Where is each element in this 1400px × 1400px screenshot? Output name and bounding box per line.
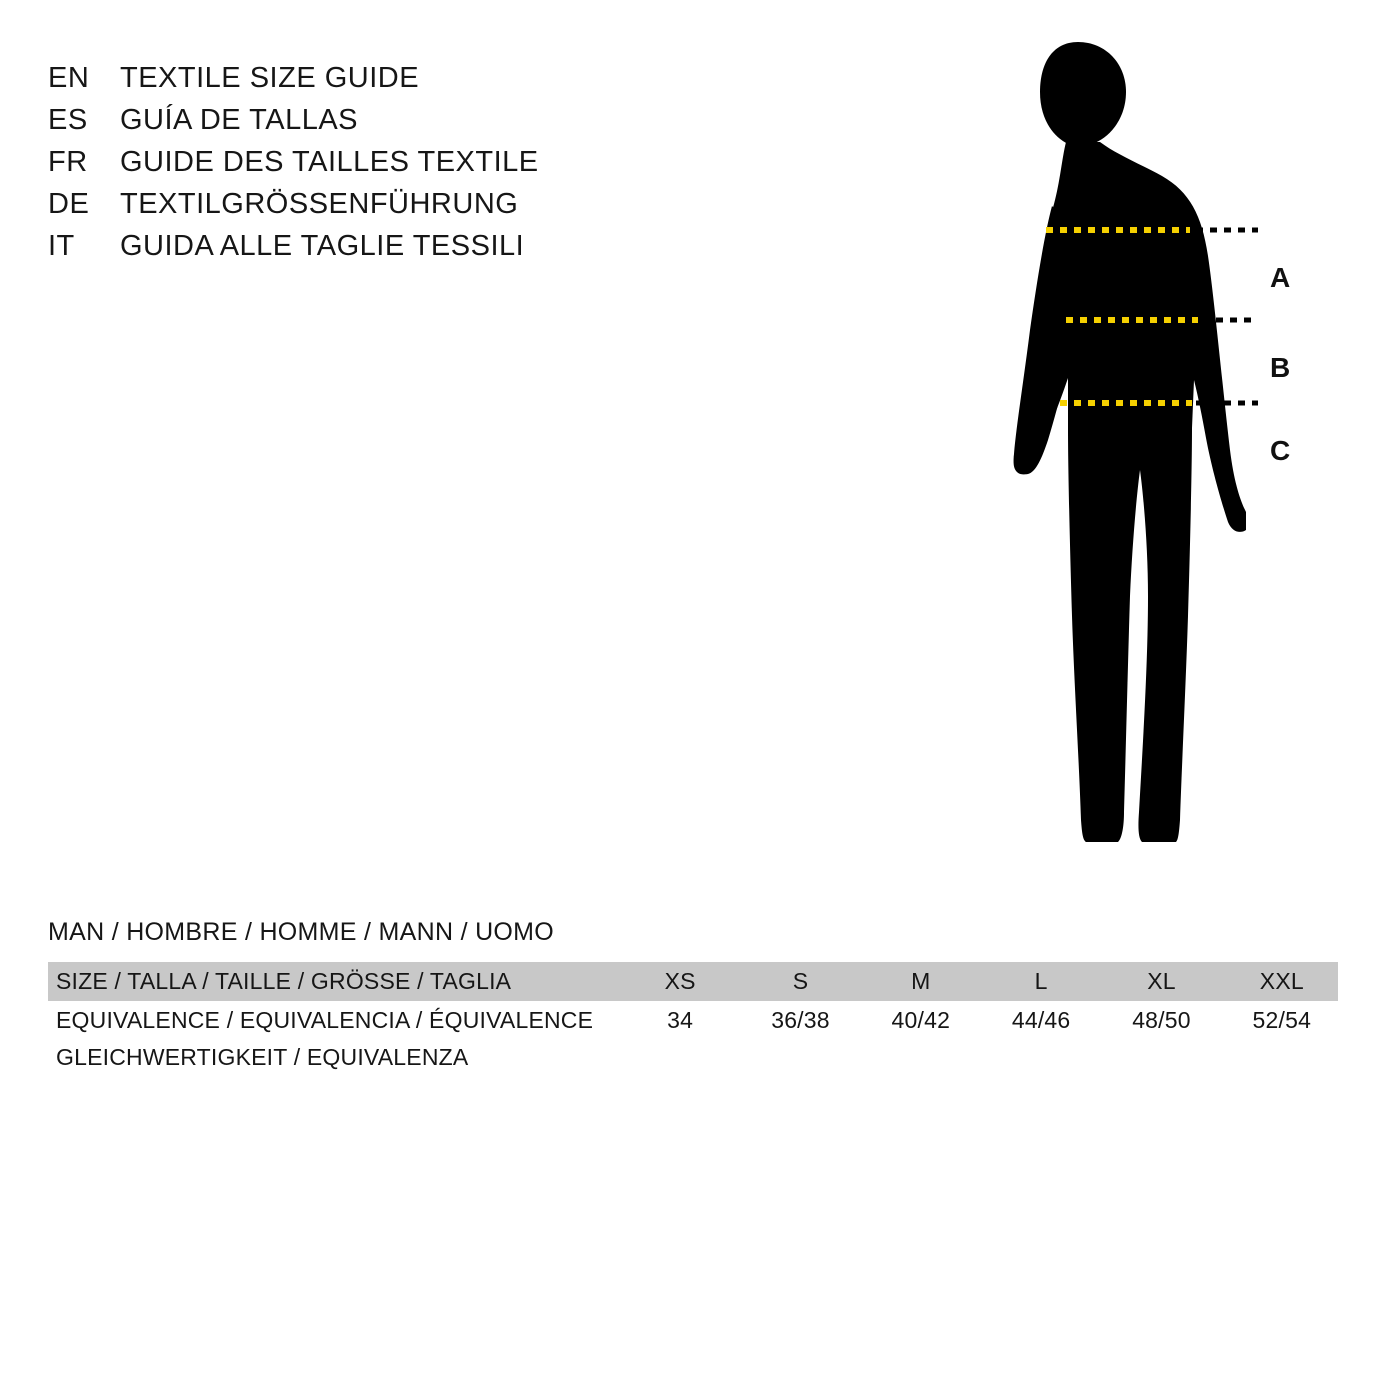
- size-cell-xs: XS: [664, 968, 696, 994]
- language-title-block: [48, 62, 688, 272]
- gender-label: MAN / HOMBRE / HOMME / MANN / UOMO: [48, 918, 555, 946]
- size-table: [48, 962, 1338, 1040]
- measure-label-b: B: [1270, 352, 1291, 383]
- size-cell-s: S: [792, 968, 809, 994]
- size-table-section: [48, 918, 1348, 1071]
- equivalence-cell-l: 44/46: [1011, 1007, 1071, 1033]
- table-row-sizes: [48, 962, 1338, 1001]
- language-code-de: DE: [48, 188, 90, 220]
- size-cell-xxl: XXL: [1259, 968, 1304, 994]
- title-text-en: TEXTILE SIZE GUIDE: [120, 62, 420, 94]
- language-code-es: ES: [48, 104, 88, 136]
- table-row-equivalence: [48, 1001, 1338, 1040]
- title-row-es: [48, 104, 688, 137]
- measure-label-c: C: [1270, 435, 1291, 466]
- size-cell-m: M: [911, 968, 931, 994]
- equivalence-row-label: EQUIVALENCE / EQUIVALENCIA / ÉQUIVALENCE: [56, 1007, 594, 1033]
- title-text-fr: GUIDE DES TAILLES TEXTILE: [120, 146, 539, 178]
- body-measurement-figure: [940, 30, 1340, 870]
- measure-label-a: A: [1270, 262, 1291, 293]
- equivalence-cell-m: 40/42: [891, 1007, 951, 1033]
- language-code-en: EN: [48, 62, 90, 94]
- equivalence-cell-s: 36/38: [771, 1007, 830, 1033]
- title-text-de: TEXTILGRÖSSENFÜHRUNG: [120, 188, 519, 220]
- size-row-label: SIZE / TALLA / TAILLE / GRÖSSE / TAGLIA: [56, 968, 512, 994]
- language-code-fr: FR: [48, 146, 88, 178]
- title-text-it: GUIDA ALLE TAGLIE TESSILI: [120, 230, 525, 262]
- title-row-de: [48, 188, 688, 221]
- equivalence-cell-xs: 34: [667, 1007, 694, 1033]
- equivalence-cell-xxl: 52/54: [1252, 1007, 1312, 1033]
- title-row-fr: [48, 146, 688, 179]
- title-row-it: [48, 230, 688, 263]
- size-cell-l: L: [1034, 968, 1048, 994]
- language-code-it: IT: [48, 230, 75, 262]
- size-cell-xl: XL: [1147, 968, 1176, 994]
- title-row-en: [48, 62, 688, 95]
- equivalence-cell-xl: 48/50: [1132, 1007, 1191, 1033]
- equivalence-row-label-second-line: GLEICHWERTIGKEIT / EQUIVALENZA: [56, 1044, 469, 1070]
- title-text-es: GUÍA DE TALLAS: [120, 104, 359, 136]
